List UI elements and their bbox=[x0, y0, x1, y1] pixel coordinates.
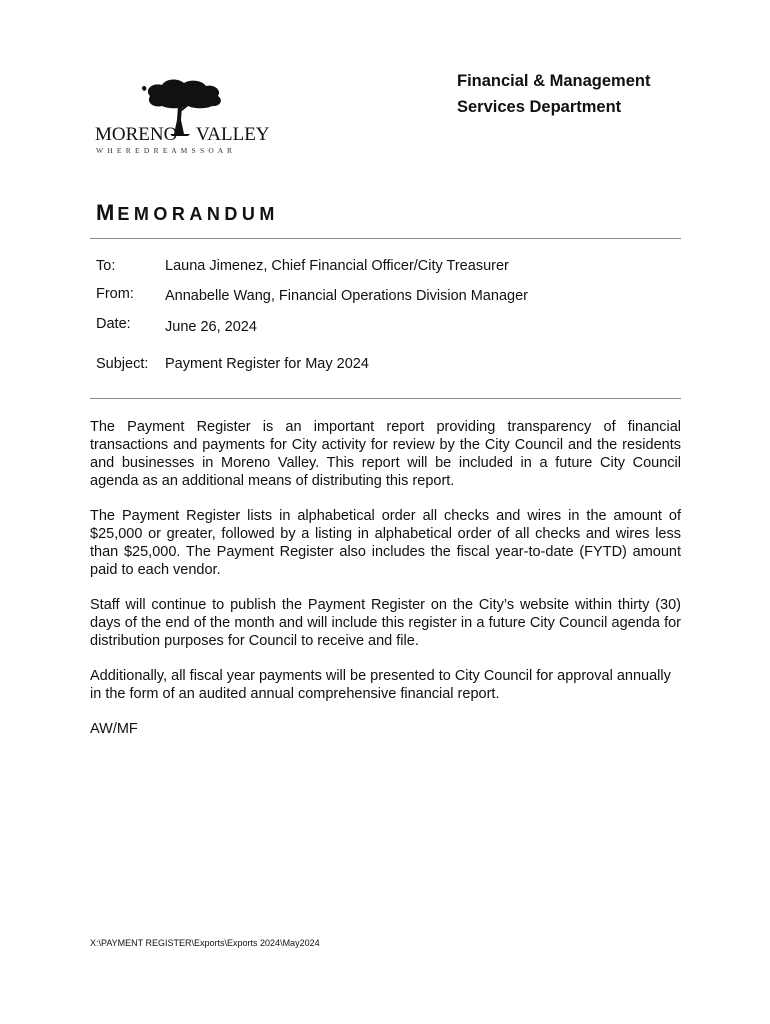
memo-title bbox=[96, 200, 279, 226]
to-label: To: bbox=[96, 258, 116, 274]
subject-value: Payment Register for May 2024 bbox=[165, 356, 369, 372]
author-initials: AW/MF bbox=[90, 721, 138, 737]
subject-label: Subject: bbox=[96, 356, 149, 372]
header-divider-bottom bbox=[90, 398, 681, 399]
body-paragraph-2: The Payment Register lists in alphabetical order all checks and wires in the amount of $25,000 or greater, followed by a listing in alphabetical order of all checks and wires less than $25,000. The Payment Register also includes the fiscal year-to-date (FYTD) amount paid to each vendor. bbox=[90, 508, 681, 578]
date-value: June 26, 2024 bbox=[165, 319, 257, 335]
body-paragraph-3: Staff will continue to publish the Payment Register on the City’s website within thirty (30) days of the end of the month and will include this register in a future City Council agenda for distribution purposes for Council to receive and file. bbox=[90, 597, 681, 649]
from-label: From: bbox=[96, 286, 134, 302]
date-label: Date: bbox=[96, 316, 131, 332]
body-paragraph-4: Additionally, all fiscal year payments will be presented to City Council for approval annually in the form of an audited annual comprehensive financial report. bbox=[90, 668, 671, 702]
logo-name-right: VALLEY bbox=[196, 124, 270, 145]
logo-tagline: W H E R E D R E A M S S O A R bbox=[96, 146, 234, 155]
memo-body bbox=[90, 418, 681, 755]
memo-title-rest: EMORANDUM bbox=[117, 204, 279, 224]
header-divider-top bbox=[90, 238, 681, 239]
from-value: Annabelle Wang, Financial Operations Division Manager bbox=[165, 288, 528, 304]
department-name bbox=[457, 68, 650, 120]
body-paragraph-1: The Payment Register is an important report providing transparency of financial transactions and payments for City activity for review by the City Council and the residents and businesses in Moreno Valley. This report will be included in a future City Council agenda as an additional means of distributing this report. bbox=[90, 419, 681, 489]
memo-title-initial: M bbox=[96, 200, 118, 225]
to-value: Launa Jimenez, Chief Financial Officer/City Treasurer bbox=[165, 258, 509, 274]
department-line-2: Services Department bbox=[457, 98, 622, 116]
file-path-footer: X:\PAYMENT REGISTER\Exports\Exports 2024\May2024 bbox=[90, 938, 320, 948]
city-logo bbox=[92, 76, 272, 158]
logo-name-left: MORENO bbox=[95, 124, 178, 145]
department-line-1: Financial & Management bbox=[457, 72, 651, 90]
